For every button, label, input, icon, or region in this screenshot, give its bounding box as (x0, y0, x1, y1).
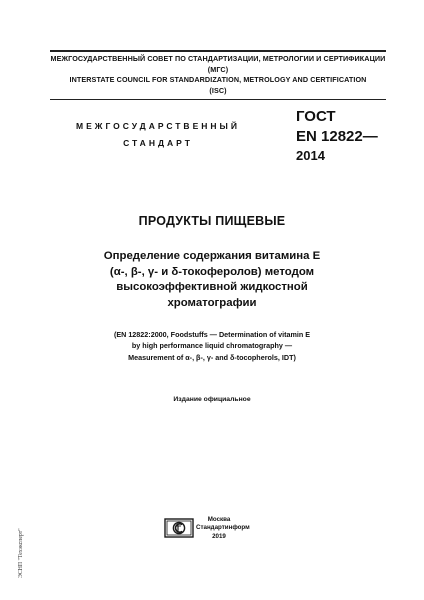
subtitle-line: (α-, β-, γ- и δ-токоферолов) методом (109, 265, 315, 278)
standard-number: EN 12822— (296, 127, 378, 145)
english-title-line: (EN 12822:2000, Foodstuffs — Determination of vitamin E (113, 330, 311, 339)
official-edition-label: Издание официальное (173, 396, 251, 403)
publisher-name: Стандартинформ (196, 524, 250, 532)
publisher-block (196, 516, 250, 541)
standard-designation (296, 107, 378, 166)
gost-label: ГОСТ (296, 108, 336, 125)
publisher-year: 2019 (212, 532, 226, 540)
standard-year: 2014 (296, 148, 325, 163)
english-title (60, 329, 364, 363)
document-title: ПРОДУКТЫ ПИЩЕВЫЕ (138, 214, 286, 228)
standartinform-logo-icon (164, 518, 194, 538)
header-divider (50, 99, 386, 100)
subtitle-line: высокоэффективной жидкостной (116, 281, 308, 294)
council-name-en: INTERSTATE COUNCIL FOR STANDARDIZATION, METROLOGY AND CERTIFICATION (69, 75, 367, 84)
publisher-city: Москва (207, 516, 231, 523)
council-abbr-ru: (МГС) (207, 64, 229, 74)
side-watermark-text: ЭСНП "Техэксперт" (18, 528, 24, 578)
standard-type-line2: СТАНДАРТ (123, 138, 193, 148)
english-title-line: Measurement of α-, β-, γ- and δ-tocopherols, IDT) (128, 352, 296, 362)
subtitle-line: хроматографии (167, 296, 257, 309)
subtitle-line: Определение содержания витамина Е (103, 250, 321, 262)
standard-type (58, 118, 258, 152)
council-abbr-en: (ISC) (209, 85, 227, 95)
top-rule (50, 50, 386, 52)
council-header (50, 54, 386, 96)
council-name-ru: МЕЖГОСУДАРСТВЕННЫЙ СОВЕТ ПО СТАНДАРТИЗАЦИИ, МЕТРОЛОГИИ И СЕРТИФИКАЦИИ (50, 54, 386, 63)
document-subtitle (60, 249, 364, 311)
english-title-line: by high performance liquid chromatography — (131, 341, 293, 351)
standard-type-line1: МЕЖГОСУДАРСТВЕННЫЙ (76, 121, 240, 131)
